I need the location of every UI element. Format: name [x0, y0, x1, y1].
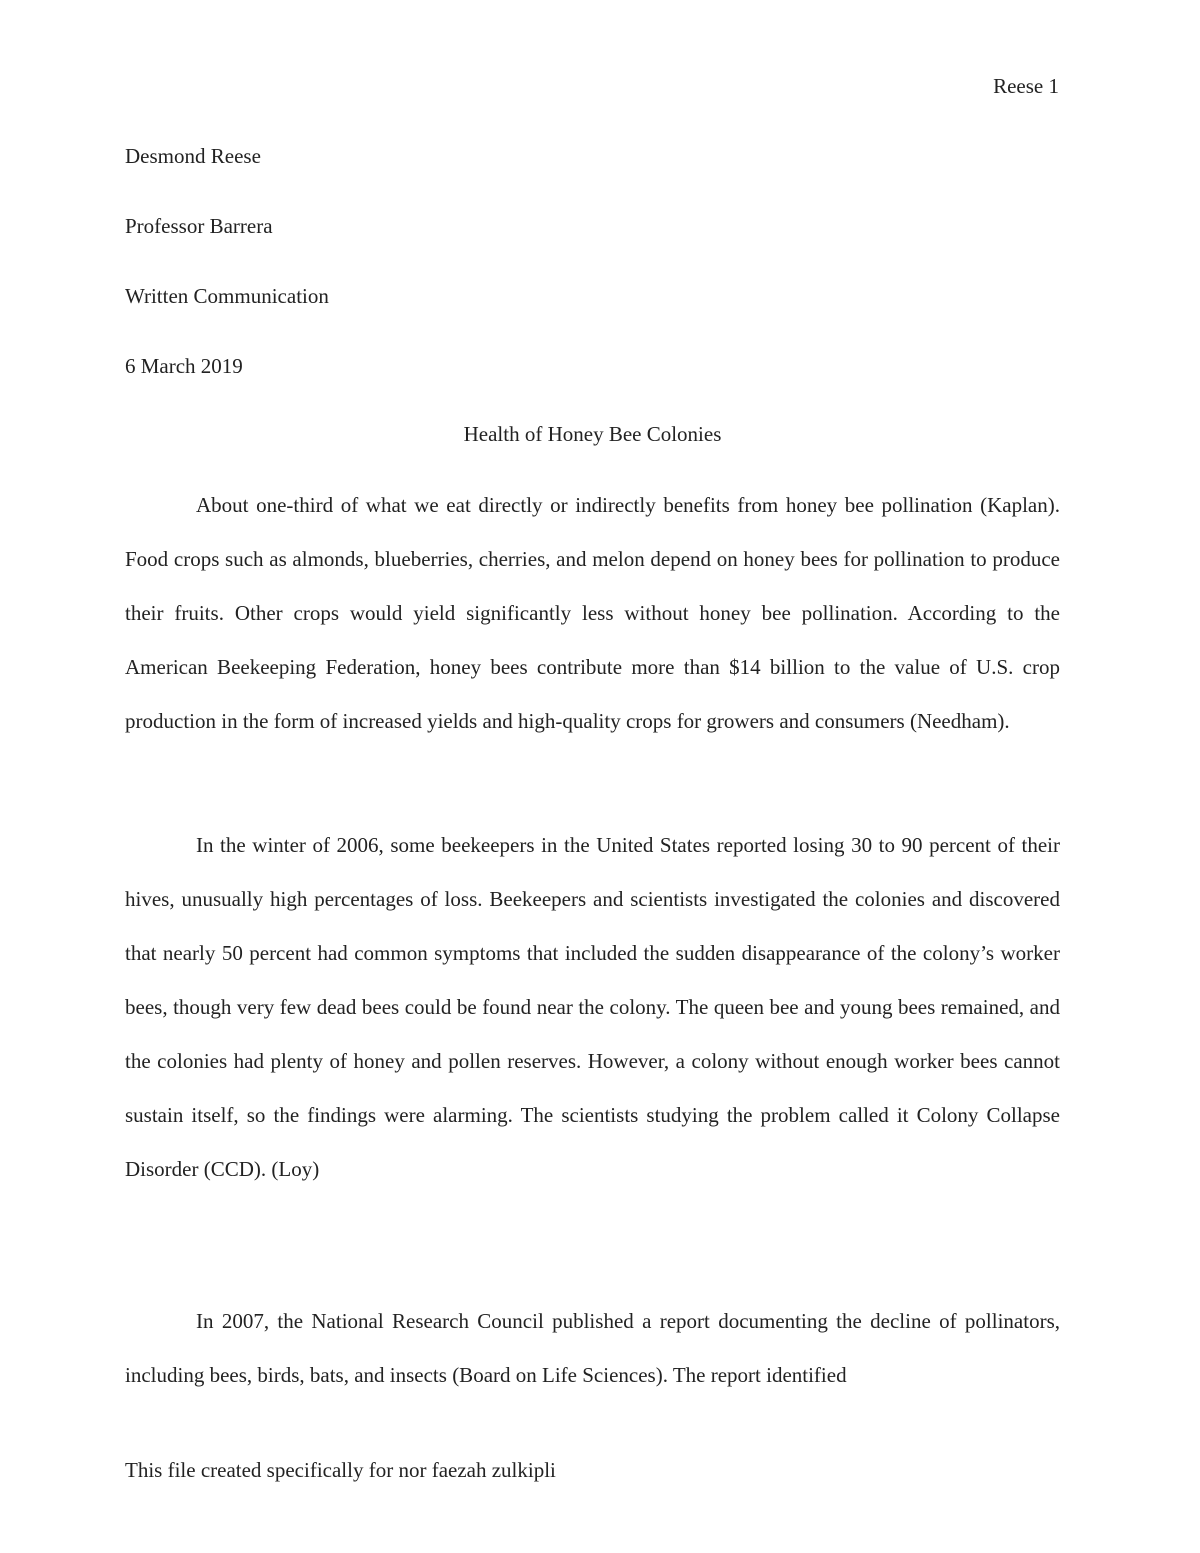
body-paragraph: In 2007, the National Research Council published a report documenting the decline of pollinators, including bees, birds, bats, and insects (Board on Life Sciences). The report identified [125, 1309, 1060, 1387]
paper-date: 6 March 2019 [125, 354, 243, 378]
page-header-label: Reese 1 [993, 74, 1059, 98]
paper-title: Health of Honey Bee Colonies [463, 422, 722, 446]
body-paragraph-1-container [125, 478, 1060, 748]
author-name: Desmond Reese [125, 144, 261, 168]
course-name: Written Communication [125, 284, 329, 308]
body-paragraph: In the winter of 2006, some beekeepers in the United States reported losing 30 to 90 percent of their hives, unusually high percentages of loss. Beekeepers and scientists investigated the colonies and discovered that nearly 50 percent had common symptoms that included the sudden disappearance of the colony’s worker bees, though very few dead bees could be found near the colony. The queen bee and young bees remained, and the colonies had plenty of honey and pollen reserves. However, a colony without enough worker bees cannot sustain itself, so the findings were alarming. The scientists studying the problem called it Colony Collapse Disorder (CCD). (Loy) [125, 833, 1060, 1181]
body-paragraph-2-container [125, 818, 1060, 1196]
footer-notice: This file created specifically for nor faezah zulkipli [125, 1458, 556, 1482]
body-paragraph: About one-third of what we eat directly or indirectly benefits from honey bee pollination (Kaplan). Food crops such as almonds, blueberries, cherries, and melon depend on honey bees for pollination to produce their fruits. Other crops would yield significantly less without honey bee pollination. According to the American Beekeeping Federation, honey bees contribute more than $14 billion to the value of U.S. crop production in the form of increased yields and high-quality crops for growers and consumers (Needham). [125, 493, 1060, 733]
body-paragraph-3-container [125, 1294, 1060, 1402]
mla-heading-block [125, 142, 1060, 422]
instructor-name: Professor Barrera [125, 214, 273, 238]
